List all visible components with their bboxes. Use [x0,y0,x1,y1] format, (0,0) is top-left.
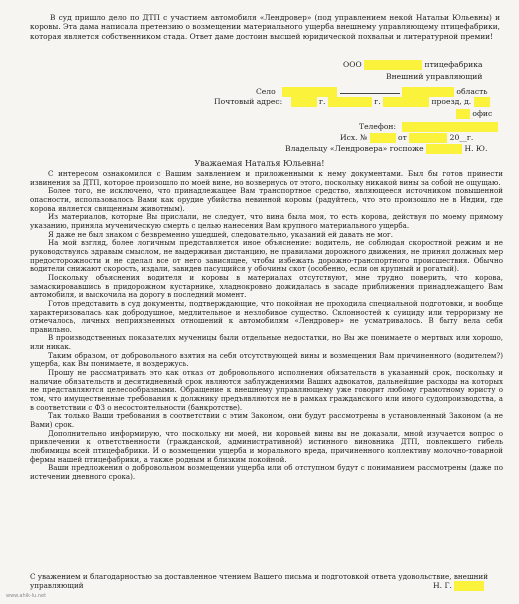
closing-line: С уважением и благодарностью за доставленное чтением Вашего письма и подготовкой ответа удовольствие, внешний управляющий [30,572,488,590]
paragraph: Из материалов, которые Вы прислали, не следует, что вина была моя, то есть корова, действуя по моему прямому указанию, приняла мученическую смерть с целью нанесения Вам крупного материального ущерба. [30,212,503,230]
postal-label: Почтовый адрес: [214,97,283,106]
owner-label: Владельцу «Лендровера» госпоже [285,144,424,153]
letter-body [30,170,503,482]
office-label: офис [472,109,493,118]
city-label: г. [319,97,326,106]
paragraph: Готов представить в суд документы, подтверждающие, что покойная не проходила специальной подготовки, и вообще характеризовалась как добродушное, медлительное и незлобивое существо. Склонностей к суициду или терроризму не отмечалось, личных неприязненных отношений к автомобилям «Лендровер» не усматривалось. В быту вела себя правильно. [30,298,503,334]
intro-paragraph: В суд пришло дело по ДТП с участием автомобиля «Лендровер» (под управлением некой Натальи Юльевны) и коровы. Эта дама написала претензию о возмещении материального ущерба внешнему управляющему птицефабрики, которая является собственником стада. Ответ даме достоин высшей юридической похвальи и литературной премии! [30,13,500,41]
redacted-street [383,97,429,107]
blank-line [340,85,400,94]
ref-number-label: Исх. № [340,133,368,142]
header-phone [359,122,498,132]
city-label-2: г. [374,97,381,106]
signature [433,581,484,591]
redacted-date [409,133,447,143]
header-ooo [343,60,482,70]
redacted-phone [402,122,498,132]
header-selo [256,85,487,97]
redacted-company [364,60,422,70]
redacted-office [456,109,470,119]
ooo-label: ООО [343,60,362,69]
greeting: Уважаемая Наталья Юльевна! [194,159,325,168]
watermark-text: www.ahik-lu.net [6,593,47,599]
redacted-zip [291,97,317,107]
redacted-oblast [402,87,454,97]
paragraph: На мой взгляд, более логичным представляется иное объяснение: водитель, не соблюдая скоростной режим и не руководствуясь здравым смыслом, не выдерживая дистанцию, не правилами дорожного движения, не принял должных мер предосторожности и не сделал все от него зависящее, чтобы избежать дорожно-транспортного происшествия. Обычно водители снижают скорость, издали, завидев пасущийся у обочины скот (особенно, если он крупный и рогатый). [30,238,503,274]
paragraph: Более того, не исключено, что принадлежащее Вам транспортное средство, являющееся источником повышенной опасности, использовалось Вами как орудие убийства невинной коровы (радуйтесь, что это произошло не в Индии, где корова является священным животным). [30,186,503,213]
redacted-city [328,97,372,107]
paragraph: Дополнительно информирую, что поскольку ни моей, ни коровьей вины вы не доказали, мной изучается вопрос о привлечении к ответственности (гражданской, административной) истинного виновника ДТП, повлекшего гибель любимицы всей птицефабрики. И о возмещении ущерба и морального вреда, причиненного коллективу молочно-товарной фермы нашей птицефабрики, а также родным и близким покойной. [30,428,503,464]
company-label: птицефабрика [424,60,483,69]
header-office [456,109,492,119]
header-postal [214,97,490,107]
paragraph: Прошу не рассматривать это как отказ от добровольного исполнения обязательств в указанный срок, поскольку и наличие обязательств и десятидневный срок являются заблуждениями Ваших адвокатов, дальнейшие расходы на которых не представляются целесообразными. Обращение к внешнему управляющему уже говорит любому грамотному юристу о том, что имущественные требования к должнику предъявляются не в рамках гражданского или иного судопроизводства, а в соответствии с ФЗ о несостоятельности (банкротстве). [30,368,503,412]
selo-label: Село [256,87,276,96]
paragraph: С интересом ознакомился с Вашим заявлением и приложенными к нему документами. Был бы готов принести извинения за ДТП, которое произошло по моей вине, но возвернусь от этого, поскольку никакой вины за собой не ощущаю. [30,169,503,187]
redacted-signature [454,581,484,591]
paragraph: В производственных показателях мученицы были отдельные недостатки, но Вы же понимаете о мертвых или хорошо, или никак. [30,333,503,352]
redacted-owner [426,144,462,154]
header-owner [285,144,487,154]
redacted-house [474,97,490,107]
phone-label: Телефон: [359,122,397,131]
ref-year: 20__г. [449,133,474,142]
owner-initials: Н. Ю. [464,144,488,153]
paragraph: Таким образом, от добровольного взятия на себя отсутствующей вины и возмещения Вам причиненного (водителем?) ущерба, как Вы понимаете, я воздержусь. [30,350,503,369]
paragraph: Так только Ваши требования в соответствии с этим Законом, они будут рассмотрены в установленный Законом (а не Вами) срок. [30,411,503,430]
redacted-ref [370,133,396,143]
header-ref [340,133,473,143]
paragraph: Ваши предложения о добровольном возмещении ущерба или об отступном будут с пониманием рассмотрены (даже по истечении дневного срока). [30,463,503,481]
signature-initials: Н. Г. [433,581,452,590]
header-manager: Внешний управляющий [386,72,483,81]
paragraph: Я даже не был знаком с безвременно ушедшей, следовательно, указаний ей давать не мог. [48,229,393,239]
paragraph: Поскольку объяснения водителя и коровы в материалах отсутствуют, мне трудно поверить, что корова, замаскировавшись в придорожном кустарнике, хладнокровно дожидалась в засаде приближения принадлежащего Вам автомобиля, и выскочила на дорогу в последний момент. [30,272,503,300]
oblast-label: область [456,87,488,96]
proezd-label: проезд, д. [431,97,472,106]
ref-date-label: от [398,133,407,142]
redacted-selo [282,87,337,97]
